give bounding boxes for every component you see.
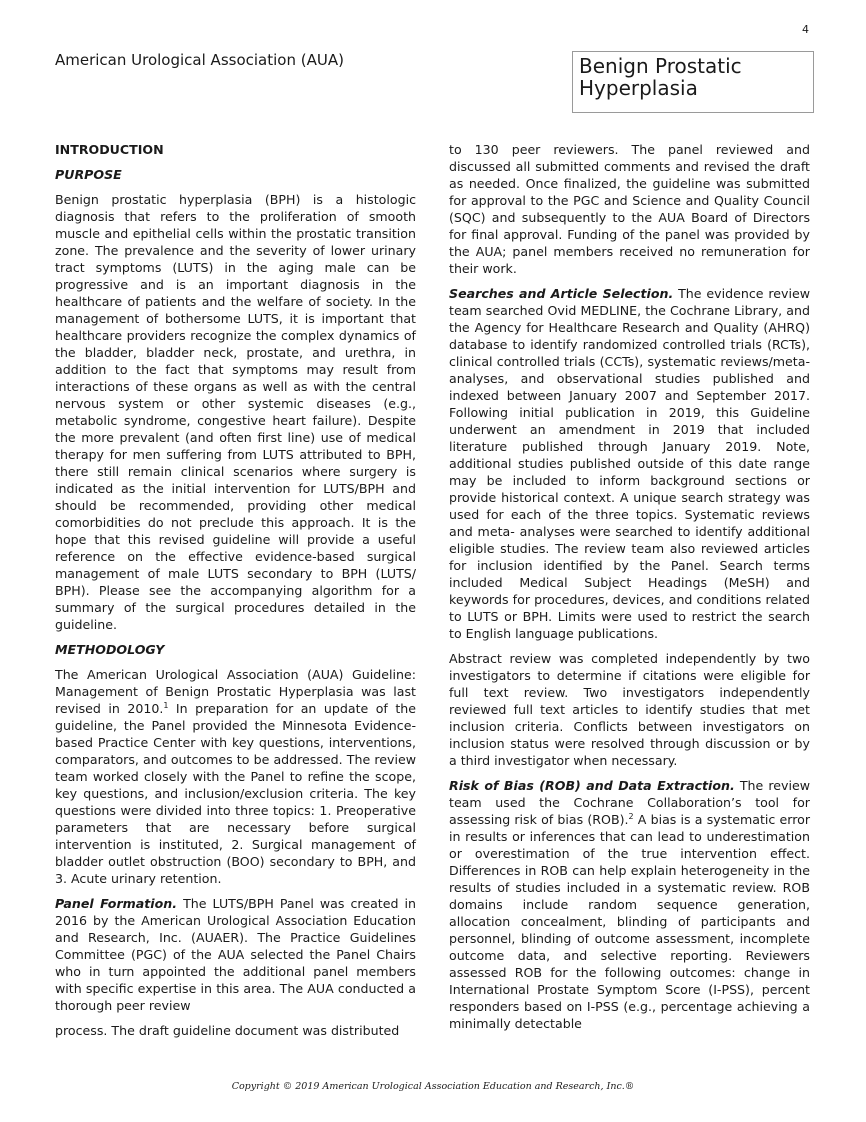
methodology-heading: METHODOLOGY: [55, 642, 165, 657]
document-title-line-2: Hyperplasia: [579, 76, 698, 100]
risk-of-bias-paragraph: [449, 777, 810, 1032]
left-column: [55, 141, 416, 1039]
methodology-text-a: The American Urological Association (AUA) Guideline: Management of Benign Prostatic Hyperplasia was last revised in 2010.: [55, 667, 416, 716]
introduction-heading: INTRODUCTION: [55, 142, 164, 157]
purpose-heading: PURPOSE: [55, 167, 122, 182]
citation-1: 1: [163, 700, 169, 710]
document-title-line-1: Benign Prostatic: [579, 54, 742, 78]
right-column: [449, 141, 810, 1032]
page-number: 4: [802, 23, 809, 36]
risk-of-bias-heading: Risk of Bias (ROB) and Data Extraction.: [449, 778, 735, 793]
organization-name: American Urological Association (AUA): [55, 51, 344, 69]
panel-formation-paragraph: [55, 895, 416, 1014]
risk-of-bias-text-a: The review team used the Cochrane Collaboration’s tool for assessing risk of bias (ROB).: [449, 778, 810, 827]
panel-formation-continuation: process. The draft guideline document was distributed: [55, 1023, 400, 1038]
methodology-text-b: In preparation for an update of the guideline, the Panel provided the Minnesota Evidence-based Practice Center with key questions, interventions, comparators, and outcomes to be addressed. The review team worked closely with the Panel to refine the scope, key questions, and inclusion/exclusion criteria. The key questions were divided into three topics: 1. Preoperative parameters that are necessary before surgical intervention is instituted, 2. Surgical management of bladder outlet obstruction (BOO) secondary to BPH, and 3. Acute urinary retention.: [55, 701, 416, 886]
panel-formation-text: The LUTS/BPH Panel was created in 2016 by the American Urological Association Education and Research, Inc. (AUAER). The Practice Guidelines Committee (PGC) of the AUA selected the Panel Chairs who in turn appointed the additional panel members with specific expertise in this area. The AUA conducted a thorough peer review: [55, 896, 416, 1013]
panel-formation-heading: Panel Formation.: [55, 896, 178, 911]
searches-text: The evidence review team searched Ovid MEDLINE, the Cochrane Library, and the Agency for Healthcare Research and Quality (AHRQ) database to identify randomized controlled trials (RCTs), clinical controlled trials (CCTs), systematic reviews/meta-analyses, and observational studies published and indexed between January 2007 and September 2017. Following initial publication in 2019, this Guideline underwent an amendment in 2019 that included literature published through January 2019. Note, additional studies published outside of this date range may be included to inform background sections or provide historical context. A unique search strategy was used for each of the three topics. Systematic reviews and meta- analyses were searched to identify additional eligible studies. The review team also reviewed articles for inclusion identified by the Panel. Search terms included Medical Subject Headings (MeSH) and keywords for procedures, devices, and conditions related to LUTS or BPH. Limits were used to restrict the search to English language publications.: [449, 286, 810, 641]
searches-heading: Searches and Article Selection.: [449, 286, 674, 301]
citation-2: 2: [628, 811, 634, 821]
methodology-paragraph: [55, 666, 416, 887]
document-title-box: [572, 51, 814, 113]
risk-of-bias-text-b: A bias is a systematic error in results or inferences that can lead to underestimation or overestimation of the true intervention effect. Differences in ROB can help explain heterogeneity in the results of studies included in a systematic review. ROB domains include random sequence generation, allocation concealment, blinding of participants and personnel, blinding of outcome assessment, incomplete outcome data, and selective reporting. Reviewers assessed ROB for the following outcomes: change in International Prostate Symptom Score (I-PSS), percent responders based on I-PSS (e.g., percentage achieving a minimally detectable: [449, 812, 810, 1031]
copyright-footer: Copyright © 2019 American Urological Association Education and Research, Inc.®: [231, 1081, 635, 1092]
peer-review-paragraph: to 130 peer reviewers. The panel reviewed and discussed all submitted comments and revised the draft as needed. Once finalized, the guideline was submitted for approval to the PGC and Science and Quality Council (SQC) and subsequently to the AUA Board of Directors for final approval. Funding of the panel was provided by the AUA; panel members received no remuneration for their work.: [449, 142, 810, 276]
purpose-paragraph: Benign prostatic hyperplasia (BPH) is a histologic diagnosis that refers to the proliferation of smooth muscle and epithelial cells within the prostatic transition zone. The prevalence and the severity of lower urinary tract symptoms (LUTS) in the aging male can be progressive and is an important diagnosis in the healthcare of patients and the welfare of society. In the management of bothersome LUTS, it is important that healthcare providers recognize the complex dynamics of the bladder, bladder neck, prostate, and urethra, in addition to the fact that symptoms may result from interactions of these organs as well as with the central nervous system or other systemic diseases (e.g., metabolic syndrome, congestive heart failure). Despite the more prevalent (and often first line) use of medical therapy for men suffering from LUTS attributed to BPH, there still remain clinical scenarios where surgery is indicated as the initial intervention for LUTS/BPH and should be recommended, providing other medical comorbidities do not preclude this approach. It is the hope that this revised guideline will provide a useful reference on the effective evidence-based surgical management of male LUTS secondary to BPH (LUTS/ BPH). Please see the accompanying algorithm for a summary of the surgical procedures detailed in the guideline.: [55, 192, 416, 632]
searches-paragraph: [449, 285, 810, 642]
abstract-review-paragraph: Abstract review was completed independently by two investigators to determine if citations were eligible for full text review. Two investigators independently reviewed full text articles to identify studies that met inclusion criteria. Conflicts between investigators on inclusion status were resolved through discussion or by a third investigator when necessary.: [449, 651, 810, 768]
